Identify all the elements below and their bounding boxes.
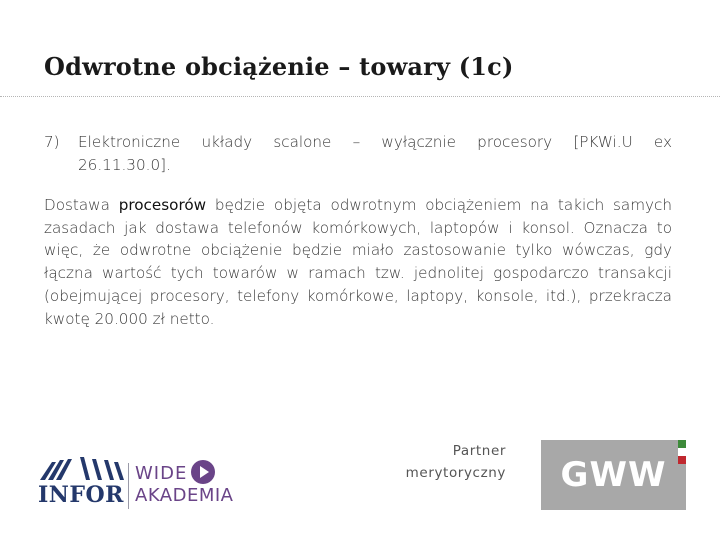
partner-label-line2: merytoryczny — [405, 465, 506, 481]
title-divider — [0, 96, 720, 98]
flag-red-stripe — [678, 456, 686, 464]
flag-green-stripe — [678, 440, 686, 448]
highlighted-term: procesorów — [118, 196, 207, 214]
partner-caption — [396, 440, 506, 484]
list-item-text-line1: Elektroniczne układy scalone – wyłącznie procesory [PKWi.U ex — [78, 133, 672, 151]
list-item-text-line2: 26.11.30.0]. — [78, 155, 171, 174]
paragraph-start: Dostawa — [44, 196, 119, 214]
list-item — [44, 131, 672, 176]
body-paragraph — [44, 194, 672, 330]
list-item-number: 7) — [44, 133, 60, 151]
play-icon — [190, 459, 216, 485]
gww-logo — [541, 440, 686, 510]
flag-white-stripe — [678, 448, 686, 456]
wide-label: WIDE — [135, 463, 188, 484]
partner-label-line1: Partner — [452, 443, 506, 459]
slide-title: Odwrotne obciążenie – towary (1c) — [44, 52, 514, 81]
paragraph-rest: będzie objęta odwrotnym obciążeniem na takich samych zasadach jak dostawa telefonów komórkowych, laptopów i konsol. Oznacza to więc, że odwrotne obciążenie będzie miało zastosowanie tylko wówczas, gdy łączna wartość tych towarów w ramach tzw. jednolitej gospodarczo transakcji (obejmującej procesory, telefony komórkowe, laptopy, konsole, itd.), przekracza kwotę 20.000 zł netto. — [44, 196, 672, 328]
flag-icon — [678, 440, 686, 464]
infor-brand: INFOR — [38, 482, 124, 508]
wing-icon — [34, 456, 126, 482]
akademia-label: AKADEMIA — [135, 485, 234, 506]
logo-divider — [128, 463, 129, 509]
gww-logo-text: GWW — [560, 455, 667, 495]
infor-wide-akademia-logo — [34, 454, 254, 514]
